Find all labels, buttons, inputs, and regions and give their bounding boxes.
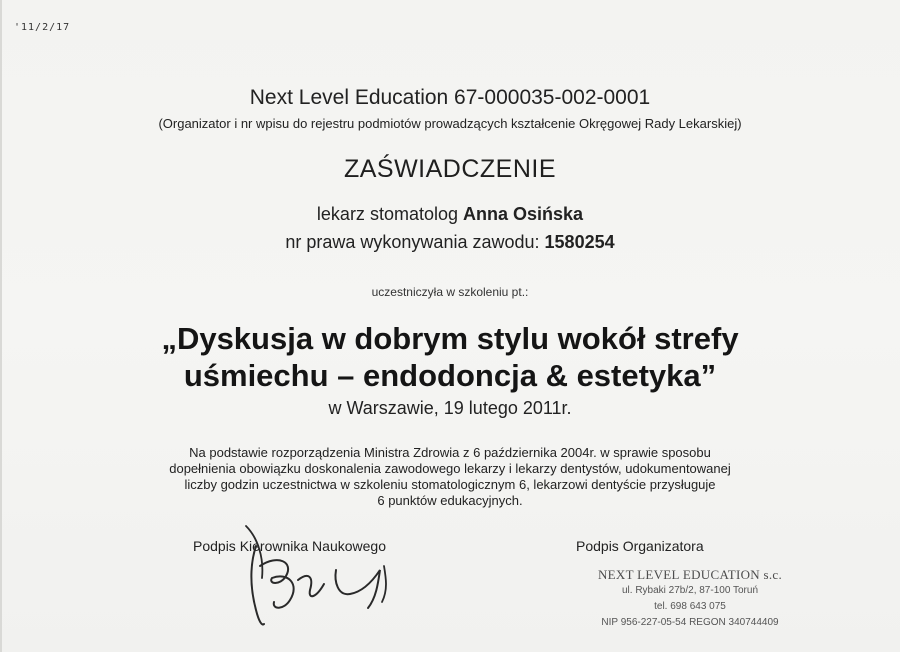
course-title-line-2: uśmiechu – endodoncja & estetyka” xyxy=(183,358,717,393)
stamp-phone: tel. 698 643 075 xyxy=(654,601,726,612)
handwritten-signature xyxy=(238,518,408,630)
organizer-line: Next Level Education 67-000035-002-0001 xyxy=(249,86,651,109)
stamp-company-name: NEXT LEVEL EDUCATION s.c. xyxy=(597,567,783,582)
document-title: ZAŚWIADCZENIE xyxy=(343,155,557,183)
participation-text: uczestniczyła w szkoleniu pt.: xyxy=(371,285,529,299)
recipient-profession: lekarz stomatolog xyxy=(316,204,458,224)
legal-line-2: dopełnienia obowiązku doskonalenia zawodowego lekarzy i lekarzy dentystów, udokumentowanej xyxy=(169,461,731,476)
course-title xyxy=(0,320,900,394)
print-date: '11/2/17 xyxy=(14,22,71,33)
organizer-stamp xyxy=(580,566,800,631)
license-label: nr prawa wykonywania zawodu: xyxy=(285,232,540,252)
recipient-name: Anna Osińska xyxy=(463,204,584,224)
license-number: 1580254 xyxy=(544,232,615,252)
license-line xyxy=(0,232,900,253)
organizer-signature-label: Podpis Organizatora xyxy=(576,538,704,554)
course-place-date: w Warszawie, 19 lutego 2011r. xyxy=(328,398,572,418)
recipient-line xyxy=(0,204,900,225)
scientific-director-signature-label: Podpis Kierownika Naukowego xyxy=(193,538,386,554)
course-title-line-1: „Dyskusja w dobrym stylu wokół strefy xyxy=(161,321,739,356)
legal-line-4: 6 punktów edukacyjnych. xyxy=(377,493,523,508)
stamp-tax-ids: NIP 956-227-05-54 REGON 340744409 xyxy=(601,617,779,628)
legal-line-3: liczby godzin uczestnictwa w szkoleniu stomatologicznym 6, lekarzowi dentyście przysługuje xyxy=(184,477,716,492)
legal-line-1: Na podstawie rozporządzenia Ministra Zdrowia z 6 października 2004r. w sprawie sposobu xyxy=(189,445,711,460)
organizer-note: (Organizator i nr wpisu do rejestru podmiotów prowadzących kształcenie Okręgowej Rady Lekarskiej) xyxy=(158,116,742,131)
stamp-address: ul. Rybaki 27b/2, 87-100 Toruń xyxy=(621,585,758,596)
legal-paragraph xyxy=(100,445,800,509)
